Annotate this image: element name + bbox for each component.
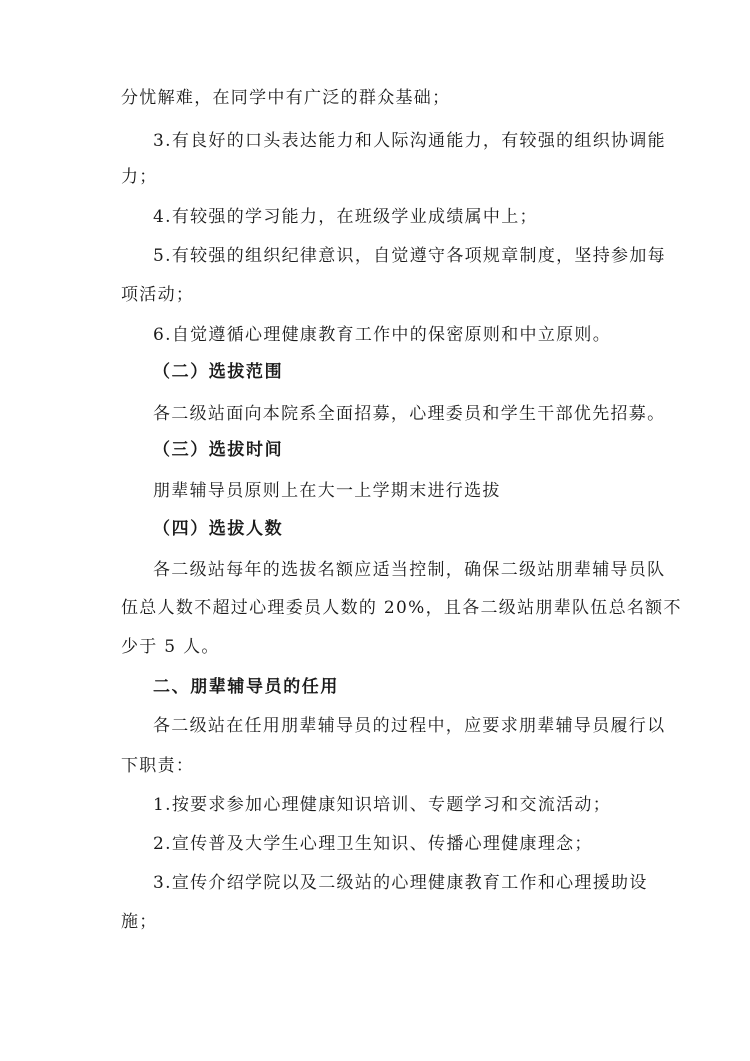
paragraph-line: 伍总人数不超过心理委员人数的 20%，且各二级站朋辈队伍总名额不: [121, 598, 682, 618]
list-item-4: 4.有较强的学习能力，在班级学业成绩属中上；: [153, 207, 538, 227]
section-heading-appointment: 二、朋辈辅导员的任用: [153, 677, 339, 697]
list-item-3: 3.有良好的口头表达能力和人际沟通能力，有较强的组织协调能: [153, 131, 666, 151]
list-item-5: 5.有较强的组织纪律意识，自觉遵守各项规章制度，坚持参加每: [153, 246, 666, 266]
paragraph-line: 少于 5 人。: [121, 637, 220, 657]
paragraph-line: 下职责：: [121, 756, 195, 776]
list-item-6: 6.自觉遵循心理健康教育工作中的保密原则和中立原则。: [153, 325, 612, 345]
paragraph-line: 分忧解难，在同学中有广泛的群众基础；: [121, 88, 451, 108]
paragraph-line: 各二级站在任用朋辈辅导员的过程中，应要求朋辈辅导员履行以: [153, 716, 666, 736]
paragraph-line: 力；: [121, 167, 158, 187]
paragraph-line: 朋辈辅导员原则上在大一上学期末进行选拔: [153, 481, 501, 501]
section-heading-time: （三）选拔时间: [153, 440, 284, 460]
paragraph-line: 各二级站面向本院系全面招募，心理委员和学生干部优先招募。: [153, 404, 666, 424]
section-heading-number: （四）选拔人数: [153, 519, 284, 539]
duty-item-3: 3.宣传介绍学院以及二级站的心理健康教育工作和心理援助设: [153, 873, 648, 893]
paragraph-line: 施；: [121, 912, 158, 932]
duty-item-1: 1.按要求参加心理健康知识培训、专题学习和交流活动；: [153, 795, 612, 815]
section-heading-scope: （二）选拔范围: [153, 362, 284, 382]
paragraph-line: 项活动；: [121, 285, 195, 305]
paragraph-line: 各二级站每年的选拔名额应适当控制，确保二级站朋辈辅导员队: [153, 560, 666, 580]
duty-item-2: 2.宣传普及大学生心理卫生知识、传播心理健康理念；: [153, 834, 593, 854]
